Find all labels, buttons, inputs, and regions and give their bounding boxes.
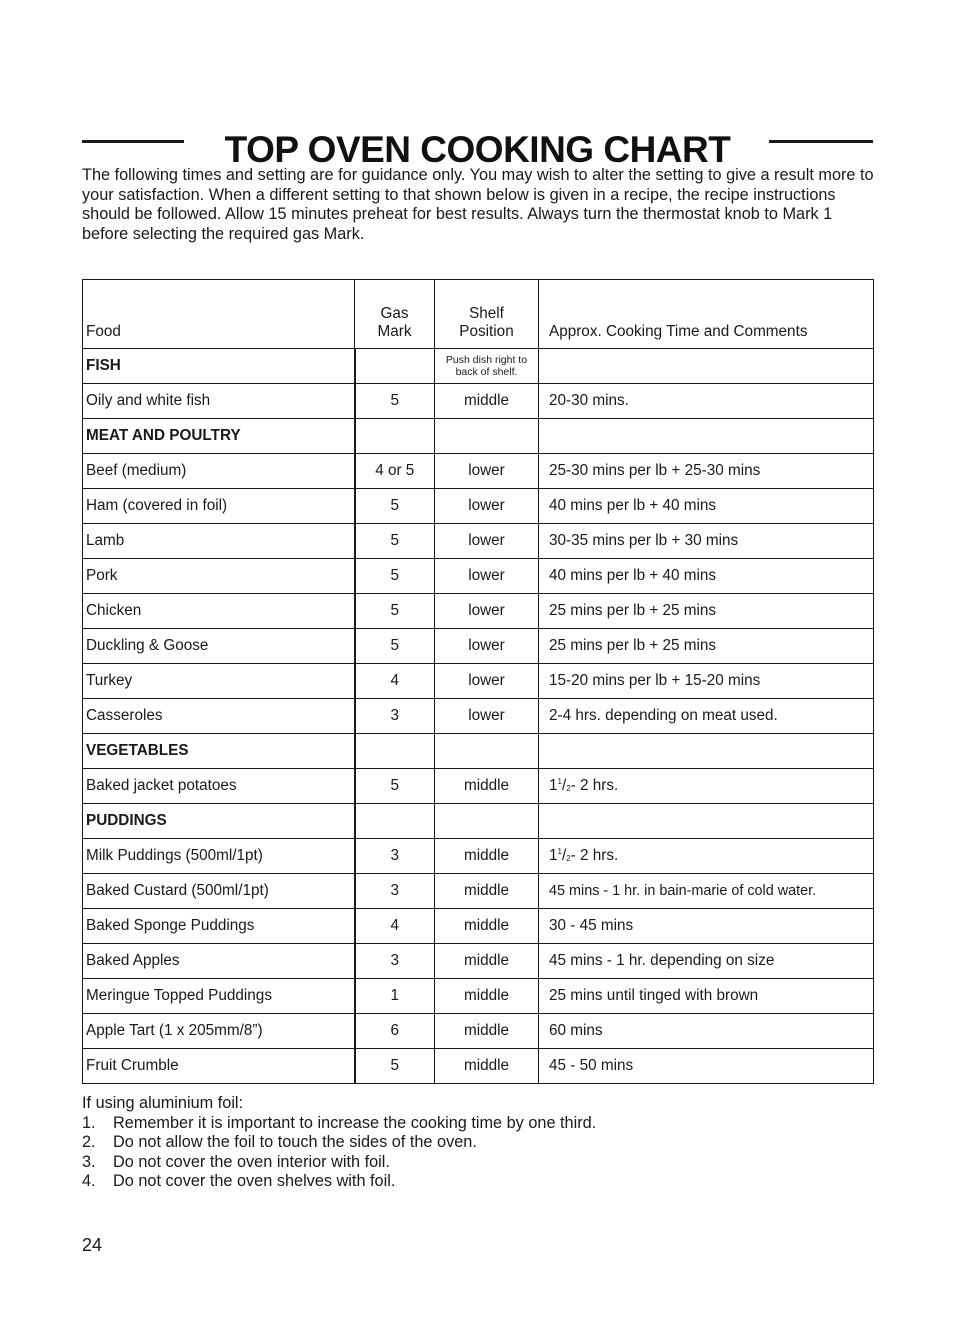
gas-cell [355,349,435,384]
time-cell: $1^1/_2-$ 2 hrs. [539,769,874,804]
food-cell: Duckling & Goose [83,629,355,664]
table-row [83,664,874,699]
time-cell: 45 - 50 mins [539,1049,874,1084]
time-rest: - 2 hrs. [570,847,619,864]
table-row-category [83,804,874,839]
list-number: 1. [82,1113,96,1132]
food-cell: Casseroles [83,699,355,734]
fraction-denominator: 2 [566,784,571,793]
table-row [83,489,874,524]
table-row [83,454,874,489]
header-gas-line2: Mark [377,323,412,340]
food-cell: Chicken [83,594,355,629]
shelf-cell: lower [435,559,539,594]
table-row [83,769,874,804]
food-cell: Apple Tart (1 x 205mm/8”) [83,1014,355,1049]
food-cell: Baked Apples [83,944,355,979]
table-header-row [83,280,874,349]
header-shelf-position [435,280,539,349]
shelf-cell [435,734,539,769]
header-shelf-line1: Shelf [469,305,504,322]
table-row [83,944,874,979]
header-food: Food [83,280,355,349]
gas-cell: 4 [355,909,435,944]
time-whole: 1 [549,847,558,864]
gas-cell: 5 [355,1049,435,1084]
header-shelf-line2: Position [459,323,514,340]
header-gas-mark [355,280,435,349]
gas-cell: 3 [355,874,435,909]
shelf-cell [435,419,539,454]
shelf-cell: lower [435,489,539,524]
gas-cell: 5 [355,629,435,664]
table-row-category [83,349,874,384]
gas-cell: 6 [355,1014,435,1049]
food-cell: Meringue Topped Puddings [83,979,355,1014]
shelf-cell: middle [435,944,539,979]
table-row [83,384,874,419]
time-cell: 20-30 mins. [539,384,874,419]
time-cell: 45 mins - 1 hr. depending on size [539,944,874,979]
shelf-cell: middle [435,1014,539,1049]
page-number: 24 [82,1235,103,1255]
list-text: Do not cover the oven interior with foil. [113,1152,390,1171]
shelf-cell: lower [435,524,539,559]
shelf-cell: lower [435,594,539,629]
food-cell: Oily and white fish [83,384,355,419]
time-cell: 25 mins per lb + 25 mins [539,594,874,629]
fraction-numerator: 1 [557,847,562,856]
gas-cell: 3 [355,699,435,734]
title-rule-right [769,140,873,143]
time-cell: 25-30 mins per lb + 25-30 mins [539,454,874,489]
foil-intro: If using aluminium foil: [82,1094,244,1112]
time-rest: - 2 hrs. [570,777,619,794]
food-cell: Lamb [83,524,355,559]
time-cell: 2-4 hrs. depending on meat used. [539,699,874,734]
shelf-cell: lower [435,454,539,489]
table-row [83,699,874,734]
cooking-chart-table [82,279,874,1084]
table-row-category [83,734,874,769]
category-label: PUDDINGS [83,804,355,839]
table-row [83,979,874,1014]
shelf-cell: middle [435,874,539,909]
list-text: Do not allow the foil to touch the sides of the oven. [113,1133,477,1151]
gas-cell: 1 [355,979,435,1014]
gas-cell: 3 [355,839,435,874]
list-item [82,1133,874,1153]
table-row [83,594,874,629]
intro-paragraph: The following times and setting are for guidance only. You may wish to alter the setting to give a result more to your satisfaction. When a different setting to that shown below is given in a recipe, the recipe instructions should be followed. Allow 15 minutes preheat for best results. Always turn the thermostat knob to Mark 1 before selecting the required gas Mark. [82,166,874,243]
title-block [82,100,873,170]
list-text: Do not cover the oven shelves with foil. [113,1172,396,1190]
shelf-cell: lower [435,629,539,664]
time-cell: 40 mins per lb + 40 mins [539,559,874,594]
time-cell: 25 mins until tinged with brown [539,979,874,1014]
category-label: MEAT AND POULTRY [83,419,355,454]
gas-cell [355,804,435,839]
table-row [83,629,874,664]
time-cell: 30 - 45 mins [539,909,874,944]
time-cell: 45 mins - 1 hr. in bain-marie of cold water. [539,874,874,909]
shelf-cell [435,804,539,839]
time-whole: 1 [549,777,558,794]
food-cell: Baked jacket potatoes [83,769,355,804]
shelf-note: Push dish right to back of shelf. [445,353,528,378]
list-number: 3. [82,1152,96,1171]
table-row [83,909,874,944]
shelf-cell: lower [435,699,539,734]
food-cell: Pork [83,559,355,594]
shelf-cell: middle [435,769,539,804]
shelf-cell: lower [435,664,539,699]
list-item [82,1153,874,1173]
time-cell [539,349,874,384]
list-number: 4. [82,1172,96,1190]
list-number: 2. [82,1133,96,1151]
foil-list [82,1114,874,1192]
time-cell: 15-20 mins per lb + 15-20 mins [539,664,874,699]
gas-cell: 5 [355,524,435,559]
time-cell: 60 mins [539,1014,874,1049]
table-row [83,839,874,874]
table-row [83,524,874,559]
food-cell: Ham (covered in foil) [83,489,355,524]
table-row [83,1049,874,1084]
food-cell: Fruit Crumble [83,1049,355,1084]
table-row [83,559,874,594]
fraction-numerator: 1 [557,777,562,786]
time-cell: 25 mins per lb + 25 mins [539,629,874,664]
category-label: VEGETABLES [83,734,355,769]
table-row [83,1014,874,1049]
table-row-category [83,419,874,454]
header-gas-line1: Gas [380,305,409,322]
fraction-denominator: 2 [566,854,571,863]
food-cell: Beef (medium) [83,454,355,489]
list-item [82,1172,874,1192]
list-text: Remember it is important to increase the cooking time by one third. [113,1113,597,1132]
gas-cell: 3 [355,944,435,979]
time-cell: $1^1/_2-$ 2 hrs. [539,839,874,874]
foil-notes [82,1094,874,1192]
gas-cell: 4 [355,664,435,699]
header-comments: Approx. Cooking Time and Comments [539,280,874,349]
gas-cell: 5 [355,559,435,594]
food-cell: Turkey [83,664,355,699]
food-cell: Baked Custard (500ml/1pt) [83,874,355,909]
food-cell: Baked Sponge Puddings [83,909,355,944]
time-cell: 40 mins per lb + 40 mins [539,489,874,524]
gas-cell: 5 [355,384,435,419]
table-row [83,874,874,909]
gas-cell: 4 or 5 [355,454,435,489]
shelf-cell: middle [435,839,539,874]
gas-cell: 5 [355,489,435,524]
gas-cell [355,419,435,454]
time-cell: 30-35 mins per lb + 30 mins [539,524,874,559]
shelf-cell: middle [435,1049,539,1084]
time-cell [539,419,874,454]
shelf-cell: middle [435,384,539,419]
gas-cell: 5 [355,594,435,629]
time-cell [539,734,874,769]
list-item [82,1114,874,1134]
shelf-cell: middle [435,979,539,1014]
gas-cell: 5 [355,769,435,804]
category-label: FISH [83,349,355,384]
shelf-cell [435,349,539,384]
time-cell [539,804,874,839]
page-title: TOP OVEN COOKING CHART [224,128,731,170]
food-cell: Milk Puddings (500ml/1pt) [83,839,355,874]
shelf-cell: middle [435,909,539,944]
gas-cell [355,734,435,769]
